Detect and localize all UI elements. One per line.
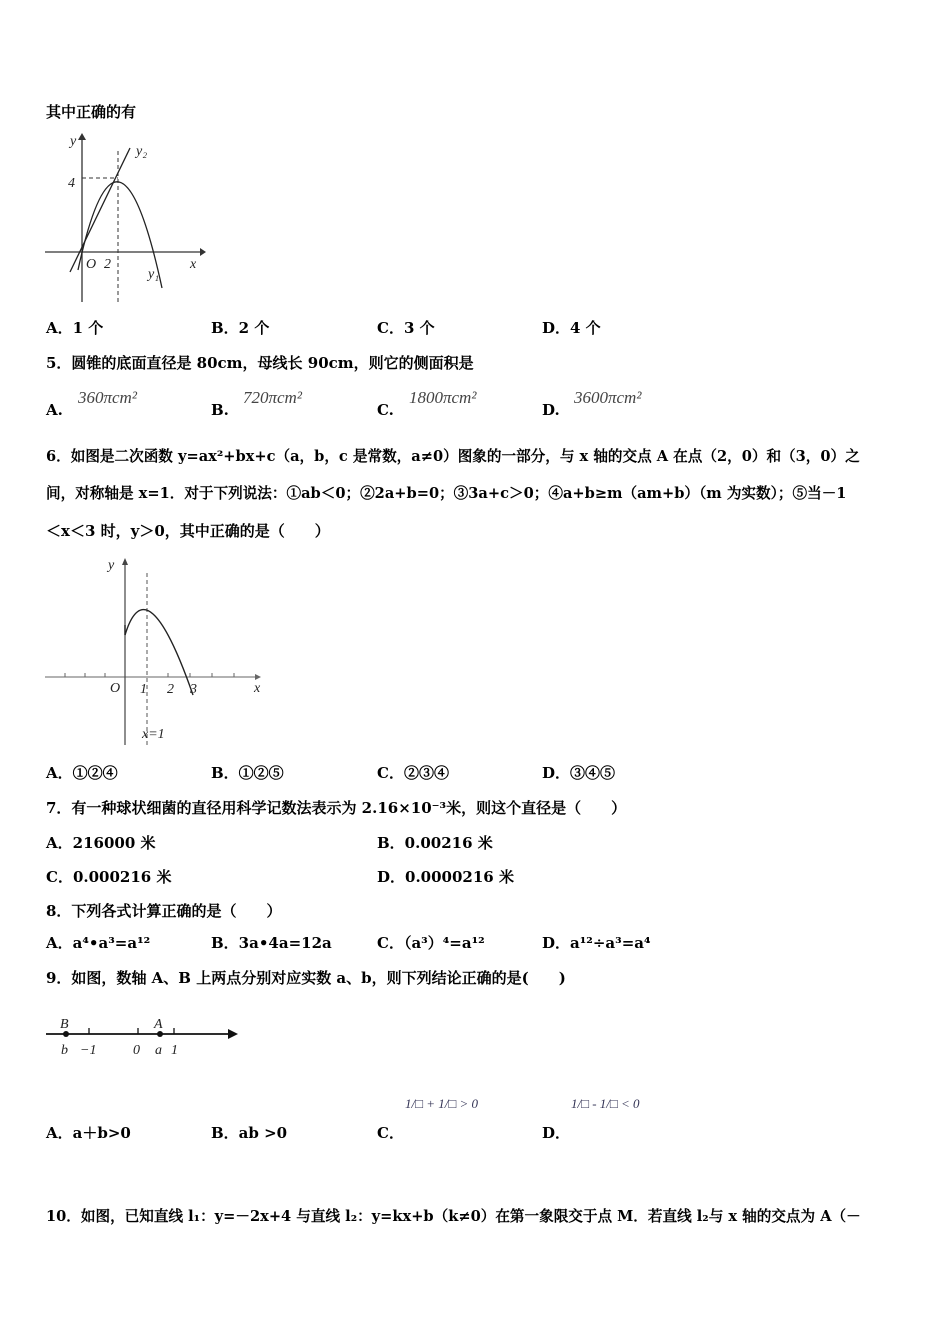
q9-option-c[interactable]: C． <box>377 1124 404 1142</box>
q7-option-a[interactable]: A．216000 米 <box>46 834 156 852</box>
q9-number-line <box>40 1012 245 1062</box>
q7-option-d[interactable]: D．0.0000216 米 <box>377 868 514 886</box>
svg-text:a: a <box>155 1043 162 1058</box>
q4-graph <box>40 130 210 305</box>
svg-text:x=1: x=1 <box>142 727 165 742</box>
svg-text:y₁: y₁ <box>148 267 160 282</box>
q5-value-b: 720πcm² <box>243 388 302 407</box>
q6-option-d[interactable]: D．③④⑤ <box>542 764 616 782</box>
q9-expression-d: 1/□ - 1/□ < 0 <box>571 1096 640 1111</box>
q4-option-a[interactable]: A．1 个 <box>46 319 104 337</box>
q5-value-a: 360πcm² <box>78 388 137 407</box>
q6-line2: 间，对称轴是 x=1．对于下列说法：①ab＜0；②2a+b=0；③3a+c＞0；④a+b≥m（am+b）（m 为实数）；⑤当－1 <box>46 485 847 502</box>
q9-option-d[interactable]: D． <box>542 1124 571 1142</box>
q4-option-b[interactable]: B．2 个 <box>211 319 270 337</box>
svg-text:y₂: y₂ <box>136 144 148 159</box>
q9-question: 9．如图，数轴 A、B 上两点分别对应实数 a、b，则下列结论正确的是( ) <box>46 969 566 987</box>
q8-option-b[interactable]: B．3a•4a=12a <box>211 934 332 952</box>
svg-text:O: O <box>110 681 121 696</box>
q6-option-a[interactable]: A．①②④ <box>46 764 118 782</box>
q6-option-c[interactable]: C．②③④ <box>377 764 449 782</box>
q5-value-c: 1800πcm² <box>409 388 477 407</box>
q8-option-a[interactable]: A．a⁴•a³=a¹² <box>46 934 151 952</box>
svg-text:O: O <box>86 257 97 272</box>
svg-text:−1: −1 <box>80 1043 97 1058</box>
q7-option-c[interactable]: C．0.000216 米 <box>46 868 172 886</box>
q9-option-b[interactable]: B．ab >0 <box>211 1124 288 1142</box>
svg-text:A: A <box>154 1017 163 1032</box>
q6-line1: 6．如图是二次函数 y=ax²+bx+c（a，b，c 是常数，a≠0）图象的一部分，与 x 轴的交点 A 在点（2，0）和（3，0）之 <box>46 448 860 465</box>
svg-text:b: b <box>61 1043 68 1058</box>
q7-question: 7．有一种球状细菌的直径用科学记数法表示为 2.16×10⁻³米，则这个直径是（ ） <box>46 799 627 817</box>
q9-expression-c: 1/□ + 1/□ > 0 <box>405 1096 478 1111</box>
svg-text:1: 1 <box>140 682 147 697</box>
q8-option-c[interactable]: C．（a³）⁴=a¹² <box>377 934 485 952</box>
svg-text:y: y <box>70 134 77 149</box>
q6-option-b[interactable]: B．①②⑤ <box>211 764 284 782</box>
svg-text:x: x <box>190 257 197 272</box>
svg-text:1: 1 <box>171 1043 178 1058</box>
q6-graph <box>40 555 270 750</box>
svg-text:x: x <box>254 681 261 696</box>
svg-text:y: y <box>108 558 115 573</box>
q8-question: 8．下列各式计算正确的是（ ） <box>46 902 282 920</box>
svg-text:2: 2 <box>104 257 111 272</box>
q9-option-a[interactable]: A．a＋b>0 <box>46 1124 131 1142</box>
q5-option-a[interactable]: A. <box>46 401 63 419</box>
svg-text:4: 4 <box>68 176 75 191</box>
q5-option-c[interactable]: C. <box>377 401 394 419</box>
q4-tail: 其中正确的有 <box>46 103 137 121</box>
q4-option-c[interactable]: C．3 个 <box>377 319 435 337</box>
q8-option-d[interactable]: D．a¹²÷a³=a⁴ <box>542 934 651 952</box>
svg-text:B: B <box>60 1017 69 1032</box>
q4-option-d[interactable]: D．4 个 <box>542 319 601 337</box>
q5-question: 5．圆锥的底面直径是 80cm，母线长 90cm，则它的侧面积是 <box>46 354 474 372</box>
q7-option-b[interactable]: B．0.00216 米 <box>377 834 493 852</box>
q5-value-d: 3600πcm² <box>574 388 642 407</box>
q10-question: 10．如图，已知直线 l₁：y=－2x+4 与直线 l₂：y=kx+b（k≠0）在第一象限交于点 M．若直线 l₂与 x 轴的交点为 A（－ <box>46 1208 861 1225</box>
q5-option-b[interactable]: B. <box>211 401 229 419</box>
q6-line3: ＜x＜3 时，y＞0，其中正确的是（ ） <box>46 522 330 540</box>
svg-text:0: 0 <box>133 1043 140 1058</box>
q5-option-d[interactable]: D. <box>542 401 560 419</box>
svg-text:2: 2 <box>167 682 174 697</box>
svg-text:3: 3 <box>190 682 197 697</box>
